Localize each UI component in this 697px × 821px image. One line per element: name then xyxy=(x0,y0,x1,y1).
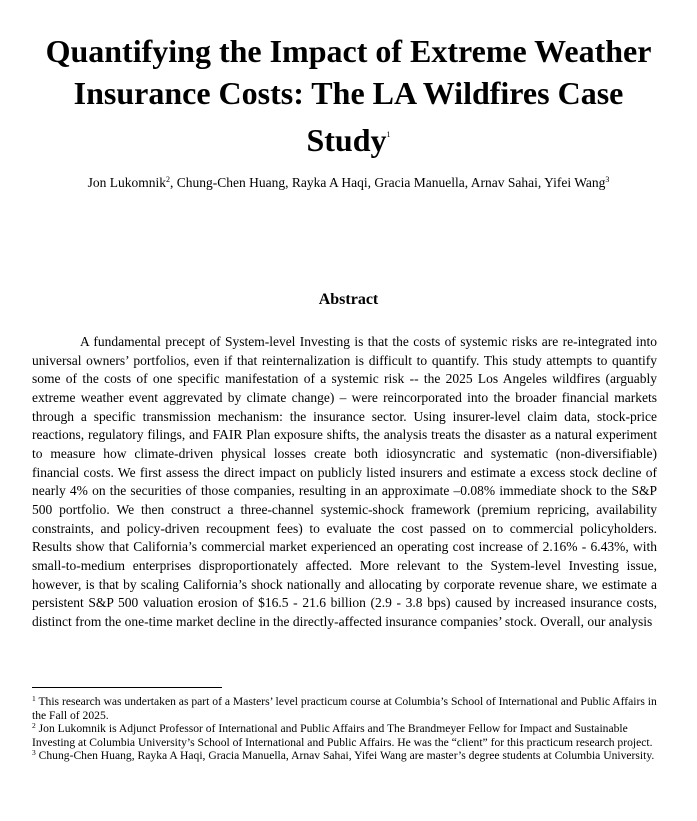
paper-title-text: Quantifying the Impact of Extreme Weather Insurance Costs: The LA Wildfires Case Study xyxy=(45,33,652,158)
footnote-1 xyxy=(32,695,664,722)
author xyxy=(374,175,470,190)
author-footnote-marker: 2 xyxy=(166,175,171,184)
footnotes xyxy=(32,695,664,763)
author xyxy=(544,175,609,190)
author-name: Jon Lukomnik xyxy=(87,175,167,190)
author xyxy=(292,175,375,190)
footnote-text: Jon Lukomnik is Adjunct Professor of International and Public Affairs and The Brandmeyer Fellow for Impact and Sustainable Investing at Columbia University’s School of International and Public Affairs. He was the “client” for this practicum research project. xyxy=(32,722,653,749)
author-name: Chung-Chen Huang xyxy=(176,175,286,190)
footnote-2 xyxy=(32,722,664,749)
author xyxy=(471,175,544,190)
author-separator: , xyxy=(367,175,375,190)
footnote-marker: 3 xyxy=(32,748,36,758)
title-footnote-marker: 1 xyxy=(386,130,391,139)
author-name: Arnav Sahai xyxy=(470,175,538,190)
abstract-heading: Abstract xyxy=(318,291,379,308)
footnote-3 xyxy=(32,749,664,763)
footnote-text: This research was undertaken as part of a Masters’ level practicum course at Columbia’s School of International and Public Affairs in the Fall of 2025. xyxy=(32,695,657,722)
author xyxy=(177,175,292,190)
footnote-marker: 2 xyxy=(32,721,36,731)
author-name: Rayka A Haqi xyxy=(291,175,368,190)
footnote-marker: 1 xyxy=(32,694,36,703)
author-separator: , xyxy=(285,175,292,190)
author-separator: , xyxy=(464,175,471,190)
paper-title xyxy=(40,30,657,161)
author-separator: , xyxy=(170,175,177,190)
author xyxy=(88,175,177,190)
author-separator: , xyxy=(537,175,545,190)
author-name: Yifei Wang xyxy=(544,175,606,190)
footnote-divider xyxy=(32,687,222,688)
footnote-text: Chung-Chen Huang, Rayka A Haqi, Gracia Manuella, Arnav Sahai, Yifei Wang are master’s degree students at Columbia University. xyxy=(38,749,655,763)
author-list xyxy=(20,175,677,191)
abstract-text: A fundamental precept of System-level Investing is that the costs of systemic risks are re-integrated into universal owners’ portfolios, even if that reinternalization is difficult to quantify. This study attempts to quantify some of the costs of one specific manifestation of a systemic risk -- the 2025 Los Angeles wildfires (arguably extreme weather event aggrevated by climate change) – were reincorporated into the broader financial markets through a specific transmission mechanism: the insurance sector. Using insurer-level claim data, stock-price reactions, regulatory filings, and FAIR Plan exposure shifts, the analysis treats the disaster as a natural experiment to measure how climate-driven physical losses create both idiosyncratic and systematic (non-diversifiable) financial costs. We first assess the direct impact on publicly listed insurers and estimate a excess stock decline of nearly 4% on the securities of those companies, resulting in an approximate –0.08% immediate shock to the S&P 500 portfolio. We then construct a three-channel systemic-shock framework (premium repricing, availability constraints, and policy-driven recoupment fees) to evaluate the cost passed on to commercial policyholders. Results show that California’s commercial market experienced an operating cost increase of 2.16% - 6.43%, with small-to-medium enterprises disproportionately affected. More relevant to the System-level Investing issue, however, is that by scaling California’s shock nationally and allocating by corporate revenue share, we estimate a persistent S&P 500 valuation erosion of $16.5 - 21.6 billion (2.9 - 3.8 bps) caused by increased insurance costs, distinct from the one-time market decline in the directly-affected insurance companies’ stock. Overall, our analysis xyxy=(32,334,657,629)
author-name: Gracia Manuella xyxy=(374,175,465,190)
author-footnote-marker: 3 xyxy=(605,175,610,184)
